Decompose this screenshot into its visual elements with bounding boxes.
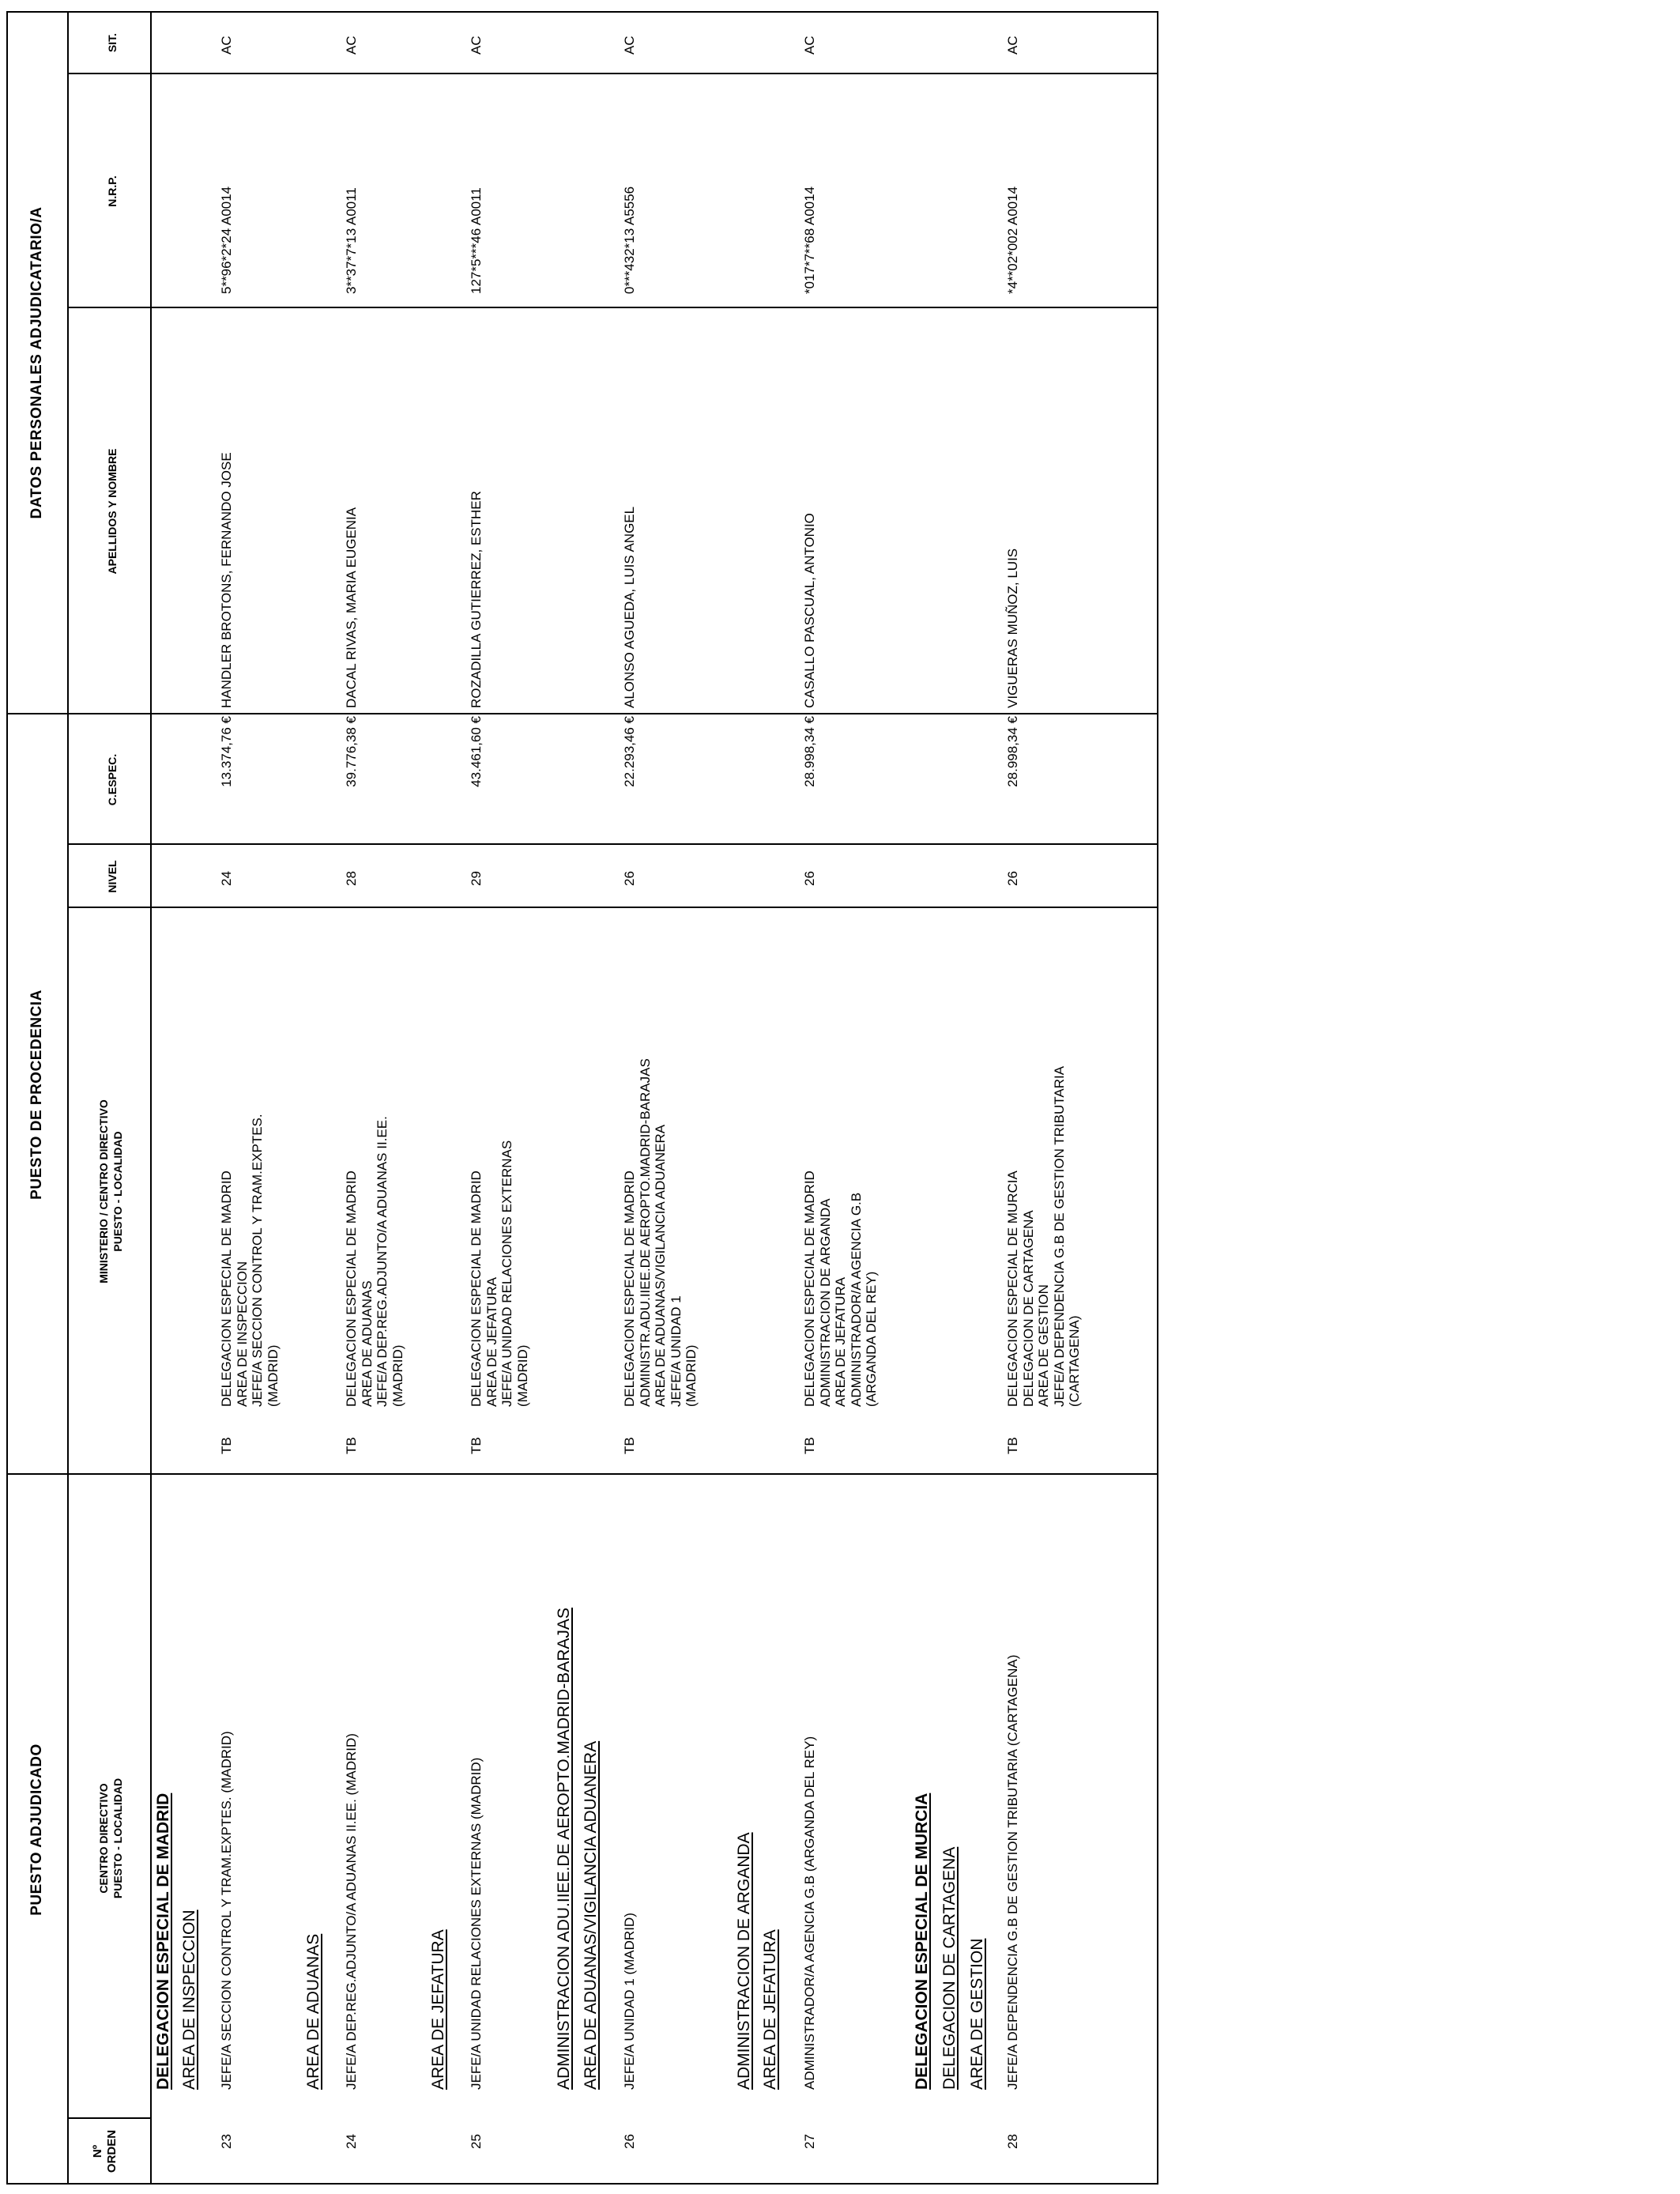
- row-orden: 24: [344, 2134, 359, 2149]
- row-orden: 27: [802, 2134, 817, 2149]
- row-puesto-procedencia: [802, 1171, 880, 1407]
- row-puesto-adjudicado: JEFE/A SECCION CONTROL Y TRAM.EXPTES. (MADRID): [219, 1731, 234, 2090]
- row-puesto-procedencia: [344, 1116, 405, 1407]
- proc-line: (MADRID): [390, 1344, 405, 1407]
- row-puesto-adjudicado: JEFE/A UNIDAD 1 (MADRID): [622, 1913, 637, 2090]
- proc-line: JEFE/A UNIDAD 1: [668, 1295, 684, 1407]
- heading-area-gestion: AREA DE GESTION: [968, 1938, 986, 2090]
- row-puesto-procedencia: [622, 1058, 699, 1407]
- row-cespec: 39.776,38 €: [344, 716, 359, 787]
- proc-line: JEFE/A DEPENDENCIA G.B DE GESTION TRIBUTARIA: [1051, 1065, 1067, 1407]
- col-header-orden: [91, 2120, 119, 2183]
- header-divider-bottom: [150, 11, 152, 2185]
- group-header-puesto-adjudicado: PUESTO ADJUDICADO: [28, 1744, 45, 1916]
- col-header-centro-line2: PUESTO - LOCALIDAD: [111, 1777, 124, 1899]
- row-tb: TB: [622, 1437, 637, 1454]
- row-puesto-adjudicado: ADMINISTRADOR/A AGENCIA G.B (ARGANDA DEL REY): [802, 1736, 817, 2090]
- row-nombre: ROZADILLA GUTIERREZ, ESTHER: [469, 491, 484, 708]
- proc-line: ADMINISTR.ADU.IIEE.DE AEROPTO.MADRID-BARAJAS: [637, 1058, 653, 1407]
- proc-line: AREA DE ADUANAS: [359, 1280, 375, 1407]
- col-header-apellidos: APELLIDOS Y NOMBRE: [106, 448, 119, 575]
- col-header-cespec: C.ESPEC.: [106, 753, 119, 806]
- row-nivel: 26: [1005, 871, 1020, 886]
- row-cespec: 22.293,46 €: [622, 716, 637, 787]
- row-nrp: 5**96*2*24 A0014: [219, 186, 234, 294]
- heading-area-vigilancia: AREA DE ADUANAS/VIGILANCIA ADUANERA: [582, 1740, 600, 2090]
- proc-line: (ARGANDA DEL REY): [864, 1271, 879, 1407]
- row-nombre: HANDLER BROTONS, FERNANDO JOSE: [219, 452, 234, 708]
- col-header-orden-line2: ORDEN: [105, 2129, 119, 2173]
- row-tb: TB: [219, 1437, 234, 1454]
- row-puesto-adjudicado: JEFE/A DEP.REG.ADJUNTO/A ADUANAS II.EE. (MADRID): [344, 1733, 359, 2090]
- heading-delegacion-madrid: DELEGACION ESPECIAL DE MADRID: [154, 1793, 172, 2090]
- proc-line: DELEGACION ESPECIAL DE MADRID: [802, 1171, 817, 1407]
- row-nrp: 0***432*13 A5556: [622, 186, 637, 294]
- row-nrp: *017*7**68 A0014: [802, 186, 817, 294]
- row-puesto-procedencia: [219, 1114, 281, 1407]
- row-nombre: CASALLO PASCUAL, ANTONIO: [802, 513, 817, 708]
- col-header-centro: [96, 1562, 125, 2115]
- proc-line: JEFE/A DEP.REG.ADJUNTO/A ADUANAS II.EE.: [375, 1116, 390, 1407]
- row-sit: AC: [802, 36, 817, 55]
- proc-line: DELEGACION DE CARTAGENA: [1020, 1210, 1036, 1407]
- row-cespec: 28.998,34 €: [1005, 716, 1020, 787]
- proc-line: AREA DE JEFATURA: [484, 1276, 499, 1407]
- heading-delegacion-murcia: DELEGACION ESPECIAL DE MURCIA: [913, 1793, 931, 2090]
- row-cespec: 43.461,60 €: [469, 716, 484, 787]
- row-puesto-procedencia: [469, 1140, 530, 1407]
- heading-delegacion-cartagena: DELEGACION DE CARTAGENA: [940, 1846, 959, 2090]
- row-sit: AC: [469, 36, 484, 55]
- col-header-sit: SIT.: [106, 32, 119, 53]
- heading-area-aduanas: AREA DE ADUANAS: [304, 1933, 322, 2090]
- row-cespec: 13.374,76 €: [219, 716, 234, 787]
- row-nombre: VIGUERAS MUÑOZ, LUIS: [1005, 548, 1020, 708]
- row-tb: TB: [469, 1437, 484, 1454]
- proc-line: (MADRID): [514, 1344, 530, 1407]
- row-cespec: 28.998,34 €: [802, 716, 817, 787]
- row-orden: 23: [219, 2134, 234, 2149]
- col-header-nivel: NIVEL: [106, 860, 119, 893]
- proc-line: JEFE/A SECCION CONTROL Y TRAM.EXPTES.: [250, 1114, 265, 1407]
- row-puesto-adjudicado: JEFE/A UNIDAD RELACIONES EXTERNAS (MADRID): [469, 1757, 484, 2090]
- col-header-orden-line1: Nº: [91, 2144, 104, 2158]
- proc-line: DELEGACION ESPECIAL DE MADRID: [622, 1171, 637, 1407]
- col-header-centro-line1: CENTRO DIRECTIVO: [97, 1783, 110, 1894]
- row-nivel: 26: [622, 871, 637, 886]
- row-sit: AC: [219, 36, 234, 55]
- row-tb: TB: [1005, 1437, 1020, 1454]
- proc-line: (MADRID): [265, 1344, 281, 1407]
- group-header-datos-personales: DATOS PERSONALES ADJUDICATARIO/A: [28, 206, 45, 519]
- proc-line: ADMINISTRADOR/A AGENCIA G.B: [848, 1192, 864, 1407]
- col-divider-sit: [67, 73, 1158, 74]
- col-header-ministerio-line2: PUESTO - LOCALIDAD: [111, 1131, 124, 1252]
- row-puesto-procedencia: [1005, 1066, 1083, 1407]
- heading-adm-barajas: ADMINISTRACION ADU.IIEE.DE AEROPTO.MADRID-BARAJAS: [555, 1608, 573, 2090]
- row-tb: TB: [802, 1437, 817, 1454]
- row-nrp: 3**37*7*13 A0011: [344, 187, 359, 294]
- row-orden: 28: [1005, 2134, 1020, 2149]
- proc-line: JEFE/A UNIDAD RELACIONES EXTERNAS: [499, 1140, 514, 1407]
- row-puesto-adjudicado: JEFE/A DEPENDENCIA G.B DE GESTION TRIBUTARIA (CARTAGENA): [1005, 1654, 1020, 2090]
- header-divider-top: [67, 11, 69, 2185]
- proc-line: AREA DE INSPECCION: [234, 1261, 250, 1407]
- row-nivel: 26: [802, 871, 817, 886]
- col-divider-orden: [67, 2117, 150, 2119]
- proc-line: (CARTAGENA): [1067, 1315, 1082, 1407]
- row-nivel: 24: [219, 871, 234, 886]
- col-divider-nivel: [67, 907, 1158, 908]
- proc-line: ADMINISTRACION DE ARGANDA: [817, 1198, 833, 1407]
- group-header-puesto-procedencia: PUESTO DE PROCEDENCIA: [28, 990, 45, 1200]
- proc-line: (MADRID): [684, 1344, 699, 1407]
- row-nombre: ALONSO AGUEDA, LUIS ANGEL: [622, 506, 637, 708]
- row-orden: 25: [469, 2134, 484, 2149]
- proc-line: DELEGACION ESPECIAL DE MADRID: [219, 1171, 234, 1407]
- row-nivel: 28: [344, 871, 359, 886]
- col-header-nrp: N.R.P.: [106, 175, 119, 207]
- heading-adm-arganda: ADMINISTRACION DE ARGANDA: [735, 1832, 753, 2090]
- group-divider-1: [6, 1473, 1158, 1475]
- proc-line: AREA DE GESTION: [1036, 1284, 1051, 1407]
- heading-area-jefatura: AREA DE JEFATURA: [429, 1929, 447, 2090]
- row-orden: 26: [622, 2134, 637, 2149]
- col-header-ministerio-line1: MINISTERIO / CENTRO DIRECTIVO: [97, 1099, 110, 1284]
- col-divider-nrp: [67, 307, 1158, 308]
- row-tb: TB: [344, 1437, 359, 1454]
- proc-line: DELEGACION ESPECIAL DE MURCIA: [1005, 1171, 1020, 1407]
- row-sit: AC: [1005, 36, 1020, 55]
- row-sit: AC: [344, 36, 359, 55]
- row-sit: AC: [622, 36, 637, 55]
- proc-line: AREA DE ADUANAS/VIGILANCIA ADUANERA: [653, 1124, 668, 1407]
- proc-line: DELEGACION ESPECIAL DE MADRID: [344, 1171, 359, 1407]
- proc-line: DELEGACION ESPECIAL DE MADRID: [469, 1171, 484, 1407]
- heading-area-inspeccion: AREA DE INSPECCION: [180, 1909, 198, 2090]
- proc-line: AREA DE JEFATURA: [833, 1276, 848, 1407]
- row-nrp: 127*5***46 A0011: [469, 187, 484, 294]
- row-nrp: *4**02*002 A0014: [1005, 186, 1020, 294]
- row-nivel: 29: [469, 871, 484, 886]
- group-divider-2: [6, 713, 1158, 714]
- col-header-ministerio: [96, 908, 125, 1475]
- row-nombre: DACAL RIVAS, MARIA EUGENIA: [344, 507, 359, 708]
- heading-area-jefatura-2: AREA DE JEFATURA: [761, 1929, 779, 2090]
